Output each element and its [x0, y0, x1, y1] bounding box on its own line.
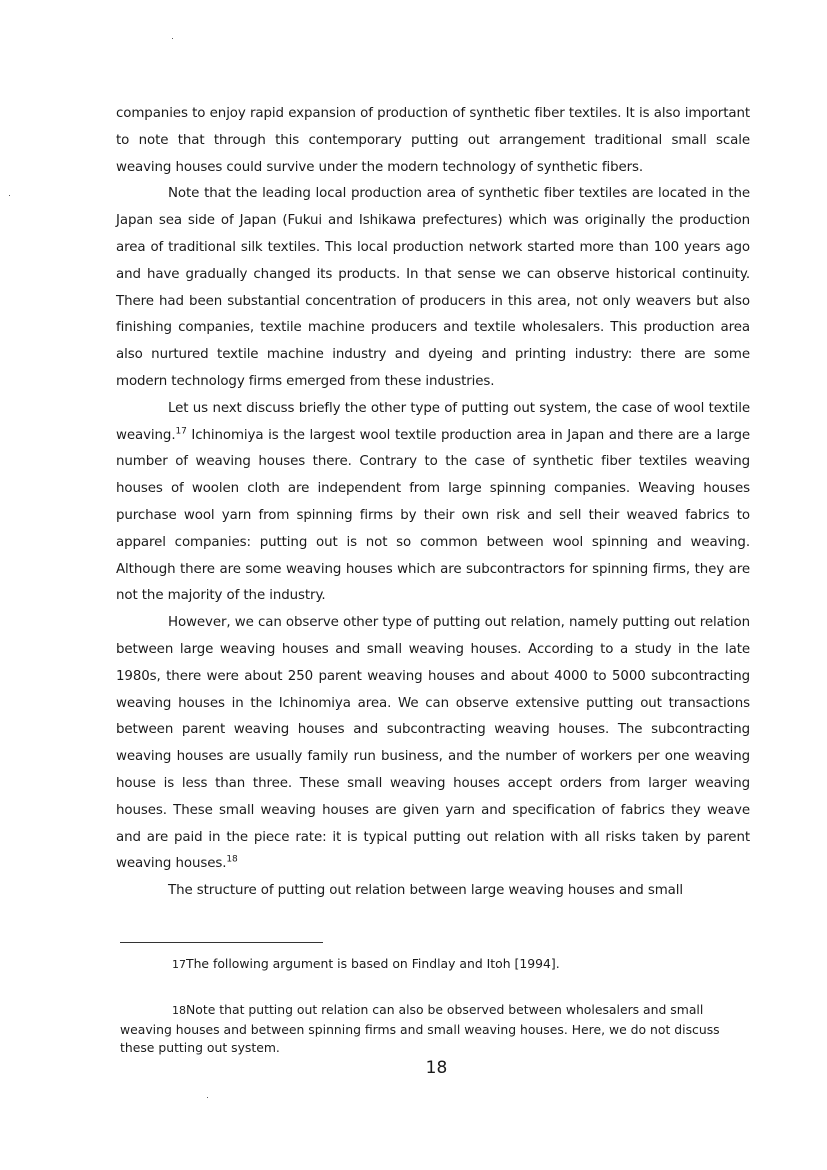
scan-speck — [172, 38, 173, 39]
body-text — [116, 101, 750, 905]
paragraph — [116, 181, 750, 395]
paragraph — [116, 878, 750, 905]
paragraph — [116, 610, 750, 878]
paragraph-text: Note that the leading local production area of synthetic fiber textiles are located in the Japan sea side of Japan (Fukui and Ishikawa prefectures) which was originally the production area of traditional silk textiles. This local production network started more than 100 years ago and have gradually changed its products. In that sense we can observe historical continuity. There had been substantial concentration of producers in this area, not only weavers but also finishing companies, textile machine producers and textile wholesalers. This production area also nurtured textile machine industry and dyeing and printing industry: there are some modern technology firms emerged from these industries. — [116, 186, 750, 389]
page-number: 18 — [425, 1058, 448, 1078]
paragraph-text: The structure of putting out relation between large weaving houses and small — [168, 883, 684, 899]
footnote — [120, 955, 750, 975]
footnote-reference[interactable]: 17 — [175, 426, 187, 437]
paragraph-text: However, we can observe other type of putting out relation, namely putting out relation between large weaving houses and small weaving houses. According to a study in the late 1980s, there were about 250 parent weaving houses and about 4000 to 5000 subcontracting weaving houses in the Ichinomiya area. We can observe extensive putting out transactions between parent weaving houses and subcontracting weaving houses. The subcontracting weaving houses are usually family run business, and the number of workers per one weaving house is less than three. These small weaving houses accept orders from larger weaving houses. These small weaving houses are given yarn and specification of fabrics they weave and are paid in the piece rate: it is typical putting out relation with all risks taken by parent weaving houses. — [116, 615, 750, 872]
paragraph — [116, 101, 750, 181]
paragraph-text: companies to enjoy rapid expansion of production of synthetic fiber textiles. It is also important to note that through this contemporary putting out arrangement traditional small scale weaving houses could survive under the modern technology of synthetic fibers. — [116, 106, 750, 175]
paragraph — [116, 396, 750, 610]
scan-speck — [9, 195, 10, 196]
footnote-marker: 18 — [172, 1004, 186, 1017]
scan-speck — [207, 1097, 208, 1098]
paragraph-text: Ichinomiya is the largest wool textile production area in Japan and there are a large number of weaving houses there. Contrary to the case of synthetic fiber textiles weaving houses of woolen cloth are independent from large spinning companies. Weaving houses purchase wool yarn from spinning firms by their own risk and sell their weaved fabrics to apparel companies: putting out is not so common between wool spinning and weaving. Although there are some weaving houses which are subcontractors for spinning firms, they are not the majority of the industry. — [116, 427, 750, 604]
footnote-reference[interactable]: 18 — [226, 854, 238, 865]
footnote-marker: 17 — [172, 958, 186, 971]
footnote-separator — [120, 942, 323, 943]
footnote-text: Note that putting out relation can also be observed between wholesalers and small weaving houses and between spinning firms and small weaving houses. Here, we do not discuss these putting out system. — [120, 1002, 720, 1055]
footnote-text: The following argument is based on Findlay and Itoh [1994]. — [186, 956, 560, 971]
footnote — [120, 1001, 750, 1058]
paragraph-text: Let us next discuss briefly the other type of putting out system, the case of wool textile weaving. — [116, 400, 750, 443]
